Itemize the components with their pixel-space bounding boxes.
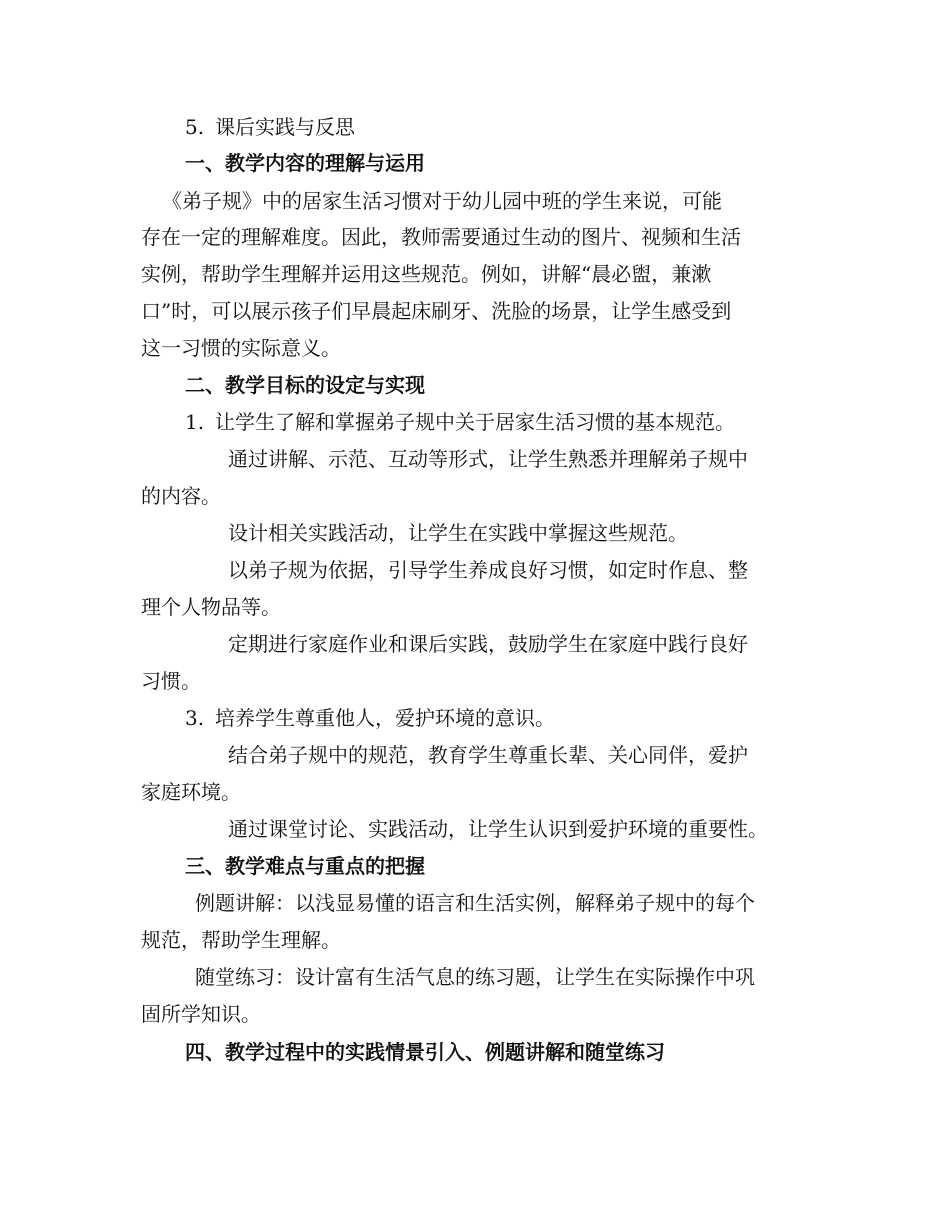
paragraph-text: 口”时，可以展示孩子们早晨起床刷牙、洗脸的场景，让学生感受到 [141, 299, 732, 323]
paragraph-text: 《弟子规》中的居家生活习惯对于幼儿园中班的学生来说，可能 [162, 189, 722, 213]
section-heading: 一、教学内容的理解与运用 [185, 151, 425, 175]
paragraph-text: 结合弟子规中的规范，教育学生尊重长辈、关心同伴，爱护 [228, 743, 748, 767]
list-number: 5. [185, 115, 205, 139]
paragraph-text: 存在一定的理解难度。因此，教师需要通过生动的图片、视频和生活 [141, 225, 741, 249]
paragraph-text: 家庭环境。 [141, 780, 241, 804]
section-heading: 四、教学过程中的实践情景引入、例题讲解和随堂练习 [185, 1040, 665, 1064]
paragraph-text: 固所学知识。 [141, 1002, 261, 1026]
paragraph-text: 以弟子规为依据，引导学生养成良好习惯，如定时作息、整 [228, 558, 748, 582]
list-item [185, 112, 855, 142]
paragraph-text: 培养学生尊重他人，爱护环境的意识。 [215, 706, 555, 730]
list-number: 3. [185, 706, 205, 730]
paragraph-text: 定期进行家庭作业和课后实践，鼓励学生在家庭中践行良好 [228, 632, 748, 656]
paragraph-text: 规范，帮助学生理解。 [141, 928, 341, 952]
list-number: 1. [185, 410, 205, 434]
paragraph-text: 理个人物品等。 [141, 595, 281, 619]
paragraph-text: 让学生了解和掌握弟子规中关于居家生活习惯的基本规范。 [215, 410, 735, 434]
paragraph-text: 设计相关实践活动，让学生在实践中掌握这些规范。 [228, 521, 688, 545]
paragraph-text: 通过讲解、示范、互动等形式，让学生熟悉并理解弟子规中 [228, 447, 748, 471]
paragraph-text: 课后实践与反思 [215, 115, 355, 139]
paragraph-text: 的内容。 [141, 484, 221, 508]
section-heading: 二、教学目标的设定与实现 [185, 373, 425, 397]
paragraph-text: 实例，帮助学生理解并运用这些规范。例如，讲解“晨必盥，兼漱 [141, 262, 712, 286]
paragraph-text: 习惯。 [141, 669, 201, 693]
paragraph-text: 通过课堂讨论、实践活动，让学生认识到爱护环境的重要性。 [228, 817, 768, 841]
list-item [185, 703, 855, 733]
paragraph-text: 这一习惯的实际意义。 [141, 336, 341, 360]
paragraph-text: 随堂练习：设计富有生活气息的练习题，让学生在实际操作中巩 [195, 965, 755, 989]
paragraph-text: 例题讲解：以浅显易懂的语言和生活实例，解释弟子规中的每个 [195, 891, 755, 915]
section-heading: 三、教学难点与重点的把握 [185, 854, 425, 878]
list-item [185, 407, 855, 437]
